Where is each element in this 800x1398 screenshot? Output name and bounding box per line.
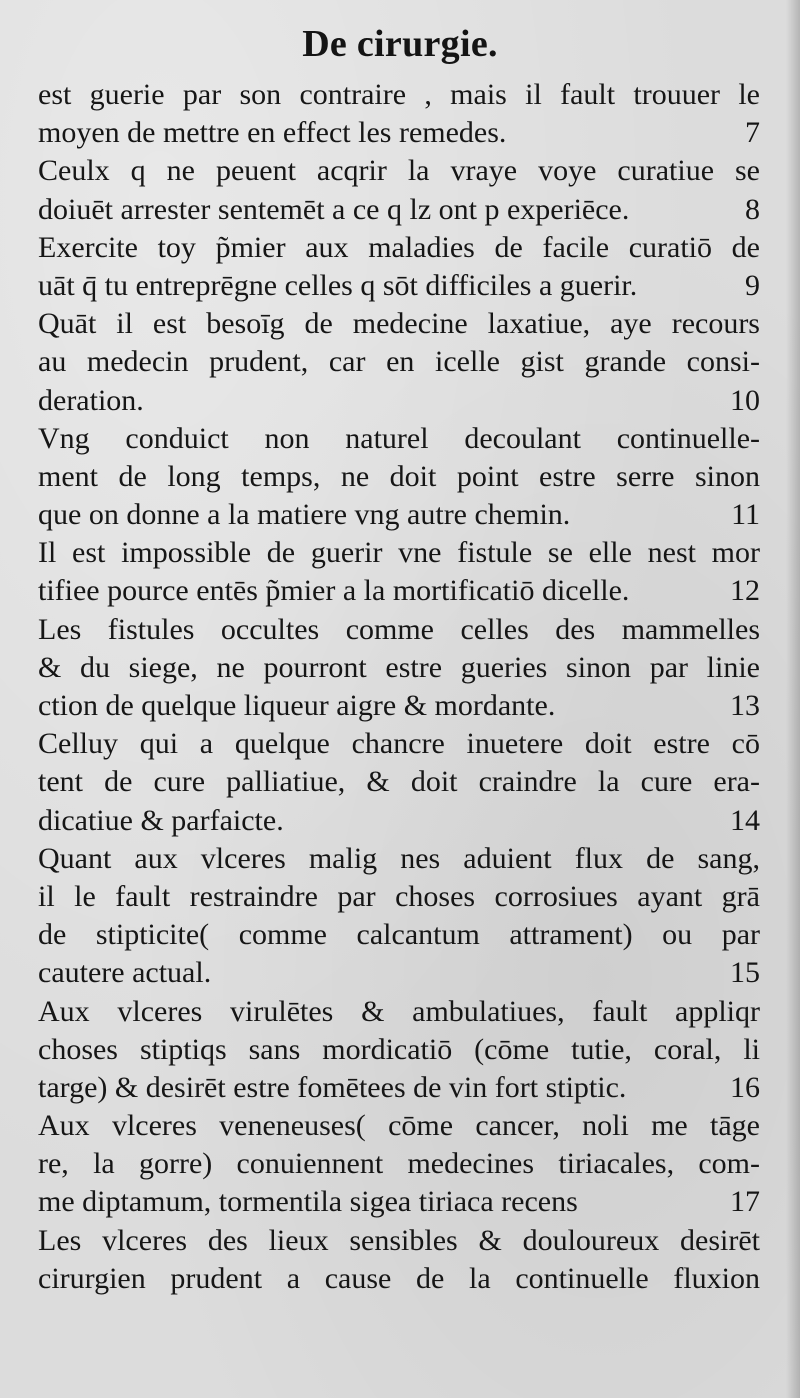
text-line-numbered — [38, 572, 760, 610]
text-line: doiuēt arrester sentemēt a ce q lz ont p experiēce. — [38, 192, 630, 226]
text-line: Aux vlceres veneneuses( cōme cancer, noli me tāge — [38, 1109, 760, 1143]
text-line-numbered — [38, 802, 760, 840]
text-line: de stipticite( comme calcantum attrament) ou par — [38, 918, 760, 952]
text-line: Ceulx q ne peuent acqrir la vraye voye curatiue se — [38, 154, 760, 188]
aphorism-number: 9 — [745, 268, 760, 302]
text-line: cirurgien prudent a cause de la continuelle fluxion — [38, 1261, 760, 1295]
running-head: De cirurgie. — [302, 23, 498, 65]
text-line: Celluy qui a quelque chancre inuetere doit estre cō — [38, 727, 760, 761]
text-line-numbered — [38, 1069, 760, 1107]
text-line: Exercite toy p̃mier aux maladies de facile curatiō de — [38, 230, 760, 264]
text-line-numbered — [38, 496, 760, 534]
aphorism-number: 12 — [730, 574, 760, 608]
text-line: tifiee pource entēs p̃mier a la mortificatiō dicelle. — [38, 574, 630, 608]
text-line: dicatiue & parfaicte. — [38, 803, 284, 837]
text-line: Aux vlceres virulētes & ambulatiues, fault appliqr — [38, 994, 760, 1028]
text-line: moyen de mettre en effect les remedes. — [38, 116, 507, 150]
text-line: Les fistules occultes comme celles des mammelles — [38, 612, 760, 646]
text-line: que on donne a la matiere vng autre chemin. — [38, 498, 571, 532]
text-line: Quāt il est besoīg de medecine laxatiue, aye recours — [38, 307, 760, 341]
text-line: uāt q̄ tu entreprēgne celles q sōt difficiles a guerir. — [38, 268, 638, 302]
text-line: ment de long temps, ne doit point estre serre sinon — [38, 459, 760, 493]
text-line: ction de quelque liqueur aigre & mordante. — [38, 689, 556, 722]
text-line: deration. — [38, 383, 144, 417]
text-line: Il est impossible de guerir vne fistule se elle nest mor — [38, 536, 760, 570]
text-line: tent de cure palliatiue, & doit craindre la cure era- — [38, 765, 760, 799]
text-line-numbered — [38, 954, 760, 992]
aphorism-number: 14 — [730, 803, 760, 837]
text-line-numbered — [38, 191, 760, 229]
text-line: est guerie par son contraire , mais il fault trouuer le — [38, 78, 760, 111]
text-line: re, la gorre) conuiennent medecines tiriacales, com- — [38, 1147, 760, 1181]
text-line-numbered — [38, 382, 760, 420]
aphorism-number: 13 — [730, 689, 760, 722]
page-edge-shadow — [786, 0, 800, 1398]
text-line: & du siege, ne pourront estre gueries sinon par linie — [38, 650, 760, 684]
aphorism-number: 8 — [745, 192, 760, 226]
aphorism-number: 10 — [730, 383, 760, 417]
aphorism-number: 11 — [731, 498, 760, 532]
text-line-numbered — [38, 267, 760, 305]
text-line-numbered — [38, 114, 760, 152]
text-line: choses stiptiqs sans mordicatiō (cōme tutie, coral, li — [38, 1032, 760, 1066]
aphorism-number: 7 — [745, 116, 760, 150]
text-line: au medecin prudent, car en icelle gist grande consi- — [38, 345, 760, 379]
text-line: me diptamum, tormentila sigea tiriaca recens — [38, 1185, 578, 1219]
text-line: Les vlceres des lieux sensibles & douloureux desirēt — [38, 1223, 760, 1257]
text-line: il le fault restraindre par choses corrosiues ayant grā — [38, 879, 760, 913]
text-line: cautere actual. — [38, 956, 212, 990]
text-line: targe) & desirēt estre fomētees de vin fort stiptic. — [38, 1070, 627, 1104]
text-block — [38, 76, 760, 1298]
aphorism-number: 15 — [730, 956, 760, 990]
aphorism-number: 16 — [730, 1070, 760, 1104]
text-line-numbered — [38, 687, 760, 725]
text-line: Quant aux vlceres malig nes aduient flux de sang, — [38, 841, 760, 875]
text-line-numbered — [38, 1183, 760, 1221]
aphorism-number: 17 — [730, 1185, 760, 1219]
text-line: Vng conduict non naturel decoulant continuelle- — [38, 421, 760, 455]
